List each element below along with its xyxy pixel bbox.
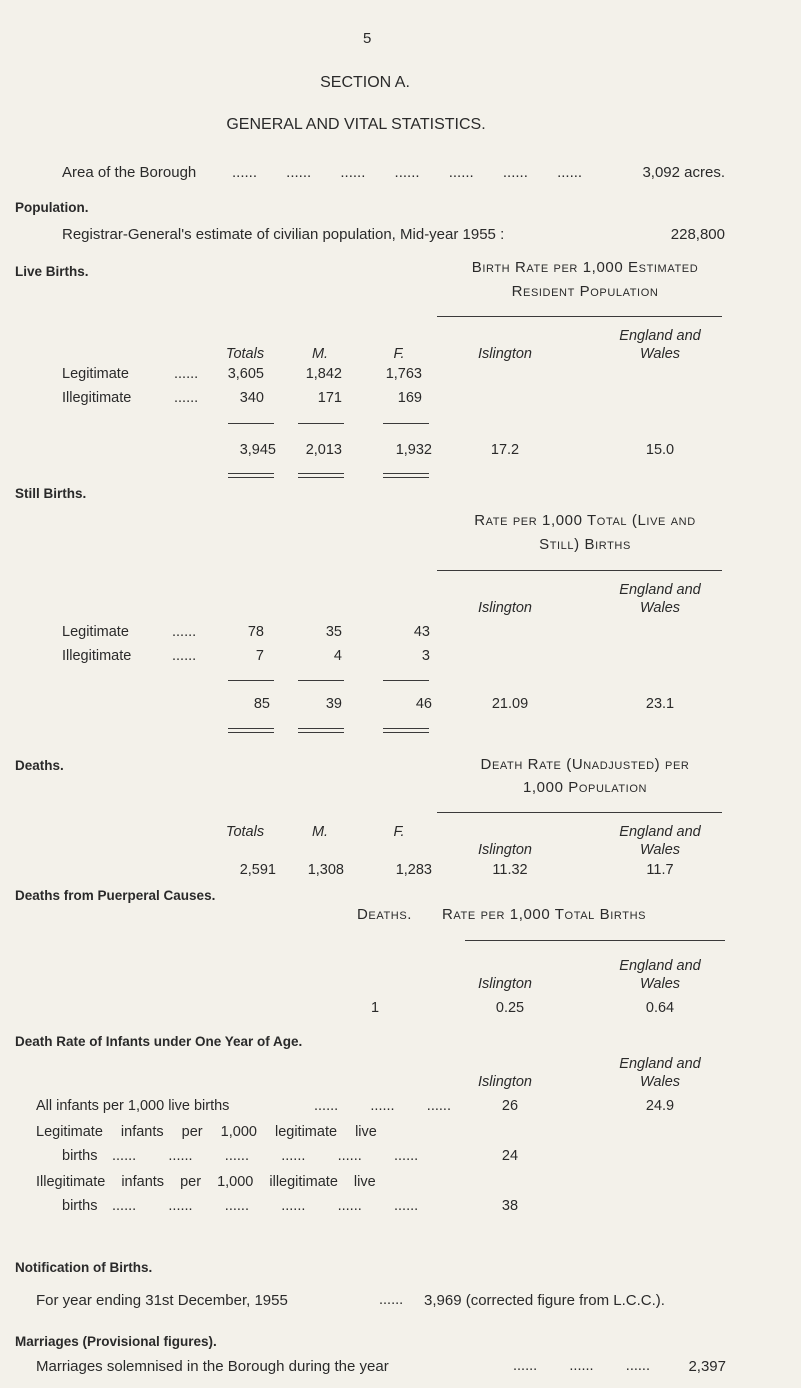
death-rate-heading-line1: Death Rate (Unadjusted) per <box>480 756 690 773</box>
infant-row-label: births <box>62 1198 98 1214</box>
sum-rule <box>228 680 274 681</box>
rate-islington: 17.2 <box>490 442 520 458</box>
notification-heading: Notification of Births. <box>15 1260 153 1275</box>
leader-dots: ...... <box>172 624 197 640</box>
row-label: Illegitimate <box>62 648 132 664</box>
marriages-value: 2,397 <box>688 1358 726 1375</box>
cell-m: 171 <box>317 390 342 406</box>
leader-dots: ...... ...... ...... ...... ...... ...... <box>112 1148 419 1164</box>
population-heading: Population. <box>15 200 89 215</box>
infant-rate-islington: 26 <box>501 1098 519 1114</box>
divider <box>437 812 722 813</box>
leader-dots: ...... <box>174 390 199 406</box>
col-islington: Islington <box>477 842 532 858</box>
rate-england-wales: 23.1 <box>645 696 675 712</box>
divider <box>437 316 722 317</box>
rate-islington: 21.09 <box>491 696 529 712</box>
sum-m: 2,013 <box>305 442 342 458</box>
col-islington: Islington <box>477 346 532 362</box>
deaths-f: 1,283 <box>395 862 432 878</box>
leader-dots: ...... ...... ...... <box>513 1358 650 1374</box>
col-england-wales-line2: Wales <box>639 976 681 992</box>
death-rate-heading-line2: 1,000 Population <box>522 779 648 796</box>
col-england-wales-line1: England and <box>619 582 701 598</box>
double-rule <box>228 473 274 478</box>
col-m: M. <box>311 346 329 362</box>
double-rule <box>383 728 429 733</box>
col-england-wales-line2: Wales <box>639 600 681 616</box>
deaths-totals: 2,591 <box>239 862 276 878</box>
notification-value: 3,969 (corrected figure from L.C.C.). <box>424 1292 665 1309</box>
page-number: 5 <box>363 30 372 47</box>
row-label: Legitimate <box>62 366 129 382</box>
double-rule <box>228 728 274 733</box>
double-rule <box>298 728 344 733</box>
leader-dots: ...... <box>172 648 197 664</box>
sum-rule <box>383 680 429 681</box>
puerperal-rate-england-wales: 0.64 <box>645 1000 675 1016</box>
sum-rule <box>228 423 274 424</box>
divider <box>437 570 722 571</box>
infant-row-label: All infants per 1,000 live births <box>36 1098 230 1114</box>
infant-row-label: Illegitimate infants per 1,000 illegitimate live <box>36 1174 376 1190</box>
population-label: Registrar-General's estimate of civilian population, Mid-year 1955 : <box>62 226 505 243</box>
col-islington: Islington <box>477 600 532 616</box>
cell-m: 4 <box>333 648 342 664</box>
cell-f: 169 <box>397 390 422 406</box>
page-title: GENERAL AND VITAL STATISTICS. <box>226 116 486 133</box>
deaths-m: 1,308 <box>307 862 344 878</box>
sum-rule <box>298 680 344 681</box>
area-value: 3,092 acres. <box>642 164 725 181</box>
infant-rate-england-wales: 24.9 <box>645 1098 675 1114</box>
cell-f: 1,763 <box>385 366 422 382</box>
infant-row-label: Legitimate infants per 1,000 legitimate live <box>36 1124 377 1140</box>
infant-row-label: births <box>62 1148 98 1164</box>
puerperal-deaths: 1 <box>370 1000 380 1016</box>
cell-totals: 78 <box>247 624 264 640</box>
infant-heading: Death Rate of Infants under One Year of Age. <box>15 1034 303 1049</box>
leader-dots: ...... ...... ...... ...... ...... ...... <box>112 1198 419 1214</box>
rate-england-wales: 15.0 <box>645 442 675 458</box>
leader-dots: ...... ...... ...... <box>314 1098 451 1114</box>
sum-f: 46 <box>415 696 432 712</box>
row-label: Legitimate <box>62 624 129 640</box>
death-rate-england-wales: 11.7 <box>646 862 674 878</box>
puerperal-heading: Deaths from Puerperal Causes. <box>15 888 216 903</box>
birth-rate-heading-line2: Resident Population <box>511 283 659 300</box>
leader-dots: ...... <box>174 366 199 382</box>
cell-totals: 340 <box>239 390 264 406</box>
col-england-wales-line1: England and <box>619 1056 701 1072</box>
infant-rate-islington: 38 <box>501 1198 519 1214</box>
col-england-wales-line2: Wales <box>639 346 681 362</box>
divider <box>465 940 725 941</box>
still-rate-heading-line2: Still) Births <box>539 536 631 553</box>
col-f: F. <box>393 346 405 362</box>
marriages-heading: Marriages (Provisional figures). <box>15 1334 217 1349</box>
still-rate-heading-line1: Rate per 1,000 Total (Live and <box>474 512 696 529</box>
cell-totals: 7 <box>255 648 264 664</box>
col-totals: Totals <box>225 346 265 362</box>
col-england-wales-line2: Wales <box>639 1074 681 1090</box>
section-heading: SECTION A. <box>320 74 410 91</box>
col-f: F. <box>393 824 405 840</box>
cell-m: 35 <box>325 624 342 640</box>
col-islington: Islington <box>477 1074 532 1090</box>
col-m: M. <box>311 824 329 840</box>
area-label: Area of the Borough <box>62 164 197 181</box>
cell-f: 3 <box>421 648 430 664</box>
col-totals: Totals <box>225 824 265 840</box>
col-england-wales-line1: England and <box>619 328 701 344</box>
col-england-wales-line1: England and <box>619 824 701 840</box>
marriages-label: Marriages solemnised in the Borough during the year <box>36 1358 389 1375</box>
col-england-wales-line1: England and <box>619 958 701 974</box>
puerperal-rate-heading: Rate per 1,000 Total Births <box>442 906 647 923</box>
sum-rule <box>383 423 429 424</box>
notification-label: For year ending 31st December, 1955 <box>36 1292 288 1309</box>
row-label: Illegitimate <box>62 390 132 406</box>
leader-dots: ...... <box>379 1292 404 1308</box>
deaths-heading: Deaths. <box>15 758 64 773</box>
sum-f: 1,932 <box>395 442 432 458</box>
leader-dots: ...... ...... ...... ...... ...... ...... ...... <box>232 164 583 181</box>
col-deaths: Deaths. <box>357 906 413 923</box>
sum-totals: 3,945 <box>239 442 276 458</box>
puerperal-rate-islington: 0.25 <box>495 1000 525 1016</box>
double-rule <box>298 473 344 478</box>
sum-m: 39 <box>325 696 342 712</box>
birth-rate-heading-line1: Birth Rate per 1,000 Estimated <box>471 259 699 276</box>
col-england-wales-line2: Wales <box>639 842 681 858</box>
sum-totals: 85 <box>253 696 270 712</box>
death-rate-islington: 11.32 <box>492 862 528 878</box>
col-islington: Islington <box>477 976 532 992</box>
cell-f: 43 <box>413 624 430 640</box>
infant-rate-islington: 24 <box>501 1148 519 1164</box>
cell-m: 1,842 <box>305 366 342 382</box>
population-value: 228,800 <box>670 226 725 243</box>
sum-rule <box>298 423 344 424</box>
cell-totals: 3,605 <box>227 366 264 382</box>
live-births-heading: Live Births. <box>15 264 89 279</box>
double-rule <box>383 473 429 478</box>
still-births-heading: Still Births. <box>15 486 87 501</box>
